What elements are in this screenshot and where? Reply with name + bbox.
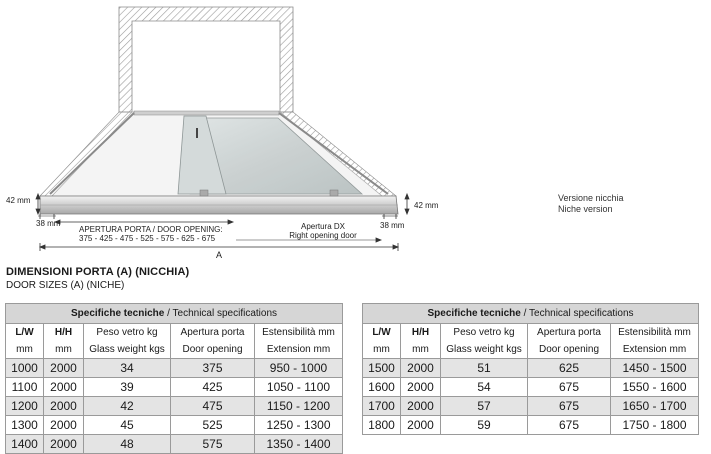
cell-door-opening: 675	[528, 378, 611, 397]
table-row	[6, 378, 343, 397]
col-header-ext-en: Extension mm	[611, 341, 699, 359]
col-header-hh: H/H	[401, 324, 441, 342]
cell-width: 1300	[6, 416, 44, 435]
col-header-weight-en: Glass weight kgs	[441, 341, 528, 359]
table-row	[6, 397, 343, 416]
col-header-lw: L/W	[6, 324, 44, 342]
cell-glass-weight: 57	[441, 397, 528, 416]
table-row	[6, 359, 343, 378]
dim-38-right-label: 38 mm	[380, 221, 405, 230]
cell-door-opening: 425	[171, 378, 255, 397]
col-header-weight-it: Peso vetro kg	[441, 324, 528, 342]
table-row	[363, 378, 699, 397]
version-it: Versione nicchia	[558, 193, 624, 203]
col-header-opening-en: Door opening	[171, 341, 255, 359]
cell-door-opening: 575	[171, 435, 255, 454]
cell-glass-weight: 59	[441, 416, 528, 435]
cell-extension: 1350 - 1400	[255, 435, 343, 454]
table-row	[363, 416, 699, 435]
spec-title-it: Specifiche tecniche	[427, 308, 521, 319]
dim-38-left-label: 38 mm	[36, 219, 61, 228]
door-opening-label: APERTURA PORTA / DOOR OPENING:	[79, 225, 223, 234]
spec-table-right-body	[363, 359, 699, 435]
table-row	[6, 416, 343, 435]
cell-extension: 1550 - 1600	[611, 378, 699, 397]
spec-title: Specifiche tecniche / Technical specifications	[6, 304, 343, 324]
cell-extension: 1450 - 1500	[611, 359, 699, 378]
col-header-ext-it: Estensibilità mm	[611, 324, 699, 342]
dim-42-right-label: 42 mm	[414, 201, 439, 210]
col-header-opening-it: Apertura porta	[528, 324, 611, 342]
table-row	[363, 397, 699, 416]
section-heading	[6, 266, 189, 292]
table-row	[363, 359, 699, 378]
spec-title-en: Technical specifications	[529, 308, 634, 319]
version-caption	[558, 193, 624, 215]
col-header-lw: L/W	[363, 324, 401, 342]
back-wall	[119, 7, 293, 112]
cell-height: 2000	[44, 397, 84, 416]
heading-subtitle: DOOR SIZES (A) (NICHE)	[6, 280, 125, 291]
cell-door-opening: 675	[528, 397, 611, 416]
dim-a-label: A	[216, 250, 223, 260]
cell-door-opening: 475	[171, 397, 255, 416]
cell-height: 2000	[401, 397, 441, 416]
spec-title-en: Technical specifications	[172, 308, 278, 319]
cell-glass-weight: 45	[84, 416, 171, 435]
cell-door-opening: 375	[171, 359, 255, 378]
cell-height: 2000	[44, 359, 84, 378]
cell-height: 2000	[44, 435, 84, 454]
col-header-opening-en: Door opening	[528, 341, 611, 359]
cell-width: 1500	[363, 359, 401, 378]
cell-door-opening: 675	[528, 416, 611, 435]
cell-width: 1000	[6, 359, 44, 378]
col-header-ext-it: Estensibilità mm	[255, 324, 343, 342]
cell-extension: 1750 - 1800	[611, 416, 699, 435]
cell-glass-weight: 34	[84, 359, 171, 378]
col-header-weight-it: Peso vetro kg	[84, 324, 171, 342]
cell-width: 1700	[363, 397, 401, 416]
cell-glass-weight: 51	[441, 359, 528, 378]
col-header-ext-en: Extension mm	[255, 341, 343, 359]
spec-table-left-body	[6, 359, 343, 454]
col-header-lw-unit: mm	[6, 341, 44, 359]
table-row	[6, 435, 343, 454]
version-en: Niche version	[558, 204, 613, 214]
cell-glass-weight: 39	[84, 378, 171, 397]
cell-extension: 950 - 1000	[255, 359, 343, 378]
col-header-lw-unit: mm	[363, 341, 401, 359]
cell-height: 2000	[401, 359, 441, 378]
cell-width: 1100	[6, 378, 44, 397]
cell-door-opening: 525	[171, 416, 255, 435]
col-header-hh: H/H	[44, 324, 84, 342]
cell-height: 2000	[44, 378, 84, 397]
cell-glass-weight: 54	[441, 378, 528, 397]
cell-extension: 1250 - 1300	[255, 416, 343, 435]
opening-side-label-en: Right opening door	[289, 231, 357, 240]
cell-extension: 1650 - 1700	[611, 397, 699, 416]
door-opening-values: 375 - 425 - 475 - 525 - 575 - 625 - 675	[79, 234, 216, 243]
cell-door-opening: 625	[528, 359, 611, 378]
col-header-weight-en: Glass weight kgs	[84, 341, 171, 359]
cell-width: 1800	[363, 416, 401, 435]
col-header-hh-unit: mm	[401, 341, 441, 359]
cell-glass-weight: 48	[84, 435, 171, 454]
spec-title: Specifiche tecniche / Technical specifications	[363, 304, 699, 324]
cell-width: 1400	[6, 435, 44, 454]
cell-height: 2000	[401, 416, 441, 435]
spec-title-it: Specifiche tecniche	[70, 308, 165, 319]
heading-title: DIMENSIONI PORTA (A) (NICCHIA)	[6, 266, 190, 278]
cell-extension: 1150 - 1200	[255, 397, 343, 416]
col-header-hh-unit: mm	[44, 341, 84, 359]
cell-height: 2000	[401, 378, 441, 397]
cell-width: 1200	[6, 397, 44, 416]
dim-42-left-label: 42 mm	[6, 196, 31, 205]
cell-glass-weight: 42	[84, 397, 171, 416]
spec-table-right	[362, 303, 699, 435]
opening-side-label-it: Apertura DX	[300, 222, 346, 231]
spec-table-left	[5, 303, 343, 454]
col-header-opening-it: Apertura porta	[171, 324, 255, 342]
cell-width: 1600	[363, 378, 401, 397]
cell-extension: 1050 - 1100	[255, 378, 343, 397]
cell-height: 2000	[44, 416, 84, 435]
